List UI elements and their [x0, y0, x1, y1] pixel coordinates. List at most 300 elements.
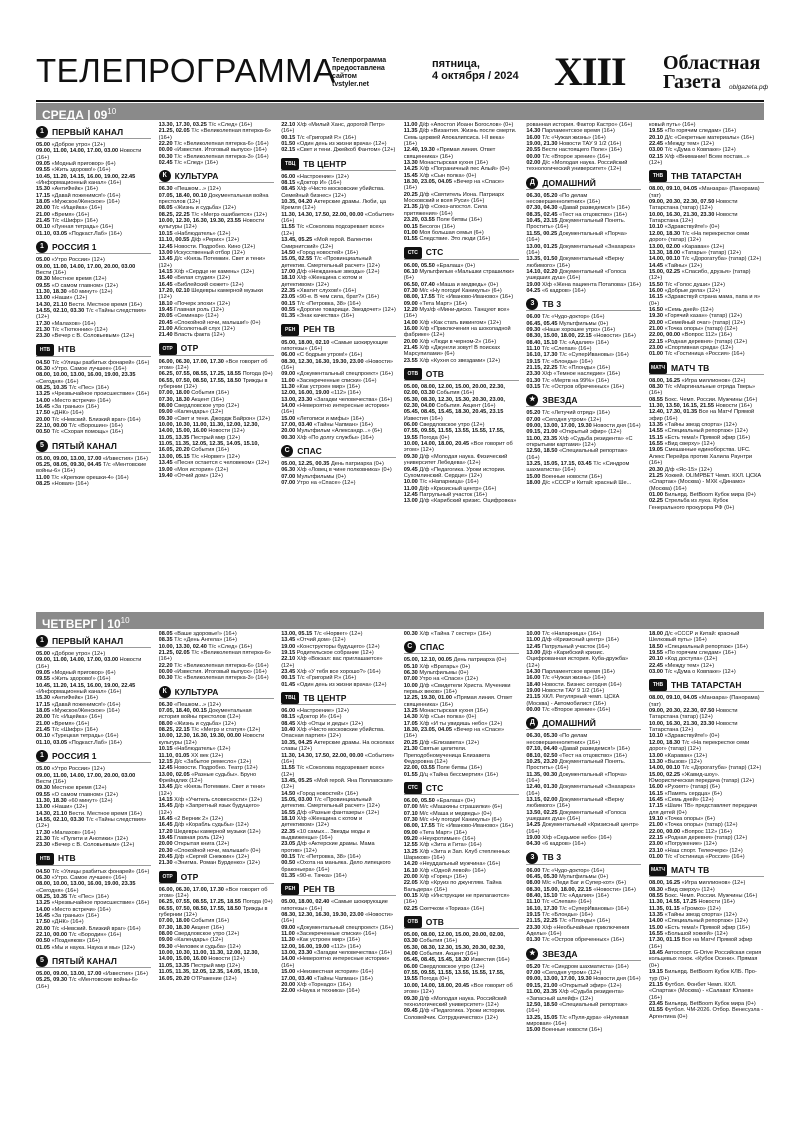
- program-listing: 08.30, 15.00, 18.00, 22.15 «Новости» (16+): [526, 886, 636, 893]
- day-label: СРЕДА: [42, 108, 84, 122]
- issue-date: [432, 58, 519, 82]
- program-listing: 23.30 «Вечер с В. Соловьевым» (12+): [36, 333, 135, 340]
- program-listing: 17.30 «Малахов» (16+): [36, 829, 96, 836]
- credit-text: Телепрограмма предоставлена сайтом tvstyler.net: [332, 57, 387, 88]
- program-listing: 23.30 Х/ф «Темное наследие» (16+): [526, 371, 621, 378]
- program-listing: 09.00 «Тета Март» (16+): [403, 300, 467, 307]
- program-listing: 04.50 Т/с «Улицы разбитых фонарей» (16+): [36, 868, 150, 875]
- channel-name: СПАС: [297, 445, 322, 456]
- program-listing: 11.00, 23.35 Х/ф «Судьба резидента» «С открытыми картами» (12+): [526, 435, 633, 449]
- program-listing: 15.30 «АнтиФейк» (16+): [36, 695, 98, 702]
- program-listing: 10.35, 04.25 Актерские драмы. На осколках славы (12+): [281, 739, 395, 753]
- program-listing: 09.00, 13.00, 17.00, 19.30 Новости дня (16+): [526, 976, 641, 983]
- program-listing: 09.45 Д/ф «Педагогика. Уроки истории. Соловейчик. Сотрудничество» (12+): [403, 1008, 506, 1021]
- channel-logo-icon: ★: [526, 394, 538, 406]
- program-listing: 13.00, 23.30 «Загадки человечества» (16+): [281, 950, 393, 957]
- program-listing: 21.30 «Энигма. Роман Бурденко» (12+): [158, 860, 261, 867]
- program-listing: 13.35 «Тайны звезд спорта» (12+): [649, 422, 737, 429]
- program-listing: 08.25, 22.25 Т/с «Мегрэ ошибается» (12+): [158, 211, 268, 218]
- program-listing: 21.15, 22.25 Т/с «Плонды» (16+): [526, 918, 611, 925]
- program-listing: 14.25 Х/ф «Пограничный пес Алый» (0+): [403, 166, 510, 173]
- program-listing: 21.15, 22.25 Т/с «Плонды» (16+): [526, 365, 611, 371]
- program-listing: 20.00 Открытая книга (12+): [158, 841, 230, 848]
- program-listing: 05.00 «Доброе утро» (12+): [36, 142, 106, 148]
- program-listing: 11.30, 14.30, 17.50, 22.00, 00.00 «События» (16+): [281, 752, 395, 765]
- day-date: 09: [93, 108, 108, 122]
- program-listing: 17.20, 02.10 Шедевры камерной музыки (12+): [158, 287, 263, 301]
- program-listing: 22.45 «Между тем» (12+): [649, 141, 715, 148]
- program-listing: 07.00 «Сегодня утром» (12+): [526, 970, 602, 977]
- program-listing: 10.00, 14.00, 18.00, 20.45 «Все говорит об этом» (12+): [403, 441, 513, 454]
- program-listing: 21.25 Хоккей. OLIMPBET Чемп. КХЛ. ЦСКА «Спартак» (Москва) - МХК «Динамо» (Москва) (16+): [649, 472, 762, 492]
- program-listing: 14.55 «Специальный репортаж» (12+): [649, 428, 748, 435]
- program-listing: 18.30, 23.05, 04.05 «Вечер на «Спасе» (16+): [403, 179, 505, 192]
- program-listing: 10.00, 16.30, 21.30, 23.30 Новости Татарстана (12+): [649, 211, 738, 225]
- program-listing: 23.00 «Спортивная среда» (12+): [649, 345, 734, 351]
- program-listing: 10.00, 12.30, 16.30, 19.30, 23.55 Новости культуры (12+): [158, 218, 265, 231]
- program-listing: 16.15 «Память сердца» (6+): [649, 790, 722, 797]
- channel-name: НТВ: [58, 344, 76, 355]
- program-listing: 09.00 «Календарь» (12+): [158, 409, 224, 416]
- program-listing: 06.30 «Утро. Самое лучшее» (16+): [36, 874, 127, 881]
- program-listing: 16.10 Х/ф «Одной левой» (16+): [403, 867, 486, 874]
- program-listing: 00.50 «Поздняков» (16+): [36, 938, 101, 945]
- program-listing: 10.35, 04.20 Актерские драмы. Люби, ца Кремля (12+): [281, 199, 386, 212]
- program-listing: 05.00 «Утро России» (12+): [36, 766, 105, 773]
- program-listing: 06.30 Х/ф «Ловец в чине полковника» (0+): [281, 467, 392, 474]
- program-listing: 18.10 Х/ф «Женщина с котом и детективом» (12+): [281, 275, 363, 288]
- program-listing: 00.10 «Лунная тетрадь» (16+): [36, 224, 114, 231]
- program-listing: 08.35, 02.45 «Тест на отцовство» (16+): [526, 211, 628, 218]
- channel-logo-icon: ТНВ: [649, 679, 667, 691]
- program-listing: 16.00 «Добрые дела» (12+): [649, 287, 721, 294]
- program-listing: 11.05, 13.35 Пестрый мир (12+): [158, 962, 241, 969]
- program-listing: 20.55 Вести настоящего Поле» (16+): [526, 147, 622, 154]
- program-listing: 05.00, 08.00, 12.00, 15.00, 20.00, 02.00, 03.30 События (16+): [403, 932, 505, 945]
- program-listing: 12.40, 19.30 «Прямая линия. Ответ священника» (16+): [403, 147, 496, 160]
- program-listing: 00.30 Х/ф «Тайна 7 сестер» (16+): [403, 631, 492, 637]
- program-listing: 08.10, 02.50 «Тест на отцовство» (16+): [526, 752, 628, 759]
- channel-header: [36, 853, 151, 866]
- program-listing: 06.00 «С бодрым утром!» (16+): [281, 352, 363, 359]
- program-listing: 22.45 «Между тем» (12+): [649, 662, 715, 669]
- header-rule: [36, 100, 764, 102]
- program-listing: 12.20 Муз/ф «Мини-диско. Танцуют все» (16+): [403, 306, 510, 320]
- program-listing: 08.40, 15.10 Т/с «Адалия» (16+): [526, 893, 609, 900]
- program-listing: 07.05, 18.40, 00.10 Документальная война престолов (12+): [158, 192, 269, 206]
- program-listing: 15.45 Х/ф «Сын полка» (0+): [403, 172, 477, 179]
- program-listing: 00.00 Т/с «Второе зрение» (16+): [526, 153, 611, 160]
- program-listing: 02.15 Х/ф «Внимание! Всем постам...» (12+): [649, 153, 750, 167]
- program-listing: 19.30 «Горячий казан» (татар) (12+): [649, 313, 742, 320]
- program-listing: 11.00 Д/ф «Апостол Иоанн Богослов» (0+): [403, 122, 514, 128]
- program-listing: 10.00, 10.30, 11.00, 11.30, 12.00, 12.30, 14.00, 15.00, 16.00 Новости (12+): [158, 950, 260, 963]
- program-listing: 16.00 «Рухият» (татар) (6+): [649, 784, 720, 791]
- program-listing: 10.00 Т/с «Напарница» (16+): [403, 479, 479, 486]
- program-listing: 18.10 «Почерк эпохи» (12+): [158, 300, 231, 307]
- program-listing: 21.15 Футбол. Фонбет Чемп. КХЛ. «Спартак» (Москва) - «Салават Юлаев» (16+): [649, 981, 754, 1001]
- program-listing: 02.00 Д/с «Молодая наука. Российский технологический университет» (12+): [526, 160, 628, 173]
- program-listing: 08.15 «Доктор И» (16+): [281, 714, 342, 721]
- channel-header: [649, 864, 764, 877]
- channel-logo-icon: 3: [526, 852, 538, 864]
- program-listing: 16.45 «Семь дней» (12+): [649, 796, 714, 803]
- program-listing: 06.55, 07.50, 08.50, 17.55, 18.50 Трижды в губернии (12+): [158, 905, 268, 919]
- program-listing: 12.00, 18.30 Т/с «На перекрестке семи дорог» (татар) (12+): [649, 230, 750, 244]
- program-listing: 21.25, 02.05 Т/с «Великолепная пятерка-6» (16+): [158, 650, 271, 663]
- program-listing: 05.20 Т/с «Летучий отряд» (16+): [526, 410, 610, 417]
- program-listing: 08.00, 16.25 «Игра миллионов» (12+): [649, 377, 746, 384]
- program-listing: 00.15 Т/с «Петровка, 38» (16+): [281, 300, 361, 307]
- program-listing: 00.55 «Дорогие товарищи. Звездочет» (12+): [281, 306, 396, 313]
- program-listing: 06.30 «Утро. Самое лучшее» (16+): [36, 365, 127, 372]
- page-number: XIII: [554, 49, 626, 94]
- program-listing: 01.10, 03.05 «Подкаст.Лаб» (16+): [36, 739, 122, 746]
- channel-logo-icon: С: [404, 641, 416, 653]
- channel-name: ПЯТЫЙ КАНАЛ: [52, 955, 117, 966]
- channel-header: [526, 948, 641, 961]
- program-listing: 01.55 Футбол. ЧМ-2026. Отбор. Венесуэла - Аргентина (0+): [649, 1007, 764, 1020]
- schedule-column: [159, 631, 274, 1101]
- program-listing: 16.55 «Вид сверху» (12+): [649, 441, 715, 448]
- program-listing: 23.20, 03.55 Поле битвы (16+): [403, 217, 483, 224]
- program-listing: 00.15 Т/с «Григорий Р.» (16+): [281, 675, 357, 682]
- program-listing: 06.30, 05.20 «По делам несовершеннолетних» (16+): [526, 192, 601, 206]
- program-listing: 18.05 «Мужское/Женское» (16+): [36, 708, 120, 715]
- program-listing: 11.30, 13.50, 16.15, 21.55 Новости (16+): [649, 403, 752, 410]
- program-listing: 06.00, 06.30, 17.00, 17.30 «Все говорит об этом» (12+): [158, 886, 268, 900]
- program-listing: 03.15 Т/с «Остров обреченных» (16+): [526, 384, 625, 391]
- program-listing: 09.45 Д/ф «Педагогика. Уроки истории. Сухомлинский. Сердце» (12+): [403, 466, 506, 479]
- program-listing: 12.40, 01.30 Документальный «Знахарка» (16+): [526, 784, 636, 797]
- program-listing: 11.35 Д/ф «Византия. Жизнь после смерти. Семь церквей Апокалипсиса. I-II века» (16+): [403, 128, 517, 148]
- channel-name: ПЕРВЫЙ КАНАЛ: [52, 126, 124, 137]
- program-listing: 08.00, 09.10, 04.05 «Манзара» (Панорама) (тат): [649, 695, 760, 708]
- program-listing: 01.30 Т/с «Мертв на 99%» (16+): [526, 377, 610, 384]
- program-listing: 23.45 Бильярд. BetBoom Кубок мира (0+): [649, 1000, 756, 1007]
- schedule-column: [281, 631, 396, 1101]
- program-listing: 07.00 «Сегодня утром» (12+): [526, 416, 602, 423]
- program-listing: 11.30, 18.30 «60 минут» (12+): [36, 797, 113, 804]
- program-listing: 06.00 Т/с «Чудо-доктор» (16+): [526, 314, 605, 321]
- program-listing: 10.40 Х/ф «Чисто московские убийства. Опасная партия» (12+): [281, 727, 385, 740]
- program-listing: 13.30, 18.00 «Татары» (татар) (12+): [649, 249, 742, 256]
- program-listing: 09.30 Д/ф «Молодая наука. Российский технологический университет» (12+): [403, 995, 507, 1008]
- program-listing: 08.00, 16.25 «Игра миллионов» (12+): [649, 880, 746, 887]
- masthead: [36, 44, 769, 106]
- program-listing: 13.00 «Караван» (12+): [649, 752, 708, 759]
- program-listing: 13.00 «Наши» (12+): [36, 295, 88, 302]
- program-listing: 13.00 Д/ф «Карибский кризис. Оцифрованная история. Куба-дружба» (12+): [526, 650, 629, 669]
- program-listing: 20.45 «Спокойной ночи, малыши!» (0+): [158, 319, 261, 326]
- program-listing: 13.45, 05.25 «Мой герой. Яна Поплавская» (12+): [281, 777, 393, 791]
- program-listing: 11.30 «Как устроен мир» (16+): [281, 384, 360, 391]
- program-listing: 08.05 «Жизнь и судьба» (12+): [158, 205, 237, 212]
- program-listing: 10.00, 13.30, 02.40 Т/с «След» (16+): [158, 643, 253, 650]
- channel-logo-icon: ОТВ: [404, 916, 422, 928]
- program-listing: 16.55 Д/ф «Разные фантазеры» (12+): [281, 809, 380, 816]
- program-listing: 09.00 «Тета Март» (16+): [403, 829, 467, 836]
- program-listing: 05.00 «Доброе утро» (12+): [36, 651, 106, 657]
- program-listing: 19.15 Родительское собрание (12+): [281, 650, 374, 657]
- program-listing: 00.50 Т/с «Схорая помощь» (16+): [36, 429, 124, 436]
- channel-header: [159, 170, 274, 183]
- program-listing: 02.15 «Свет и тени. Джейкоб Фантом» (12+): [281, 147, 396, 154]
- program-listing: 13.00, 05.15 Т/с «Норвег» (12+): [281, 631, 363, 637]
- program-listing: 05.25, 08.05, 09.30, 04.45 Т/с «Ментовские войны-6» (16+): [36, 462, 147, 475]
- program-listing: 08.00, 09.10, 04.05 «Манзара» (Панорама) (тат): [649, 186, 760, 199]
- program-listing: 00.00 «Известия. Итоговый выпуск» (16+): [158, 147, 267, 154]
- program-listing: 19.00 «Конструкторы будущего» (12+): [281, 643, 380, 650]
- program-listing: 08.30 «Вид сверху» (12+): [649, 886, 715, 893]
- program-listing: 11.10, 01.05 ХХ век (12+): [158, 752, 224, 759]
- program-listing: 13.25, 15.05 Т/с «Пуля-дура» «Нулевая мировая» (16+): [526, 1014, 629, 1027]
- program-listing: 13.35, 01.50 Документальный «Верну любимого» (16+): [526, 256, 624, 269]
- channel-header: [281, 324, 396, 337]
- site-url: oblgazeta.рф: [729, 84, 769, 91]
- program-listing: 05.00, 09.00, 13.00, 17.00 «Известия» (16+): [36, 971, 148, 978]
- program-listing: 06.00 Свердловское утро (12+): [403, 963, 485, 970]
- program-listing: 16.10, 17.30 Т/с «СуперИвановы» (16+): [526, 352, 629, 359]
- program-listing: 20.00 Х/ф «Горец» (16+): [403, 874, 467, 880]
- program-listing: 05.45, 08.45, 15.45, 18.30 Известия (16+): [403, 957, 510, 964]
- program-listing: 16.00 Х/ф «Приключения на шоколадной фабрике» (12+): [403, 325, 511, 339]
- program-listing: 04.30 «6 кадров» (16+): [526, 841, 586, 848]
- program-listing: 22.10 Х/ф «Милый Ханс, дорогой Петр» (16+): [281, 122, 385, 135]
- program-listing: 10.00, 12.30, 16.30, 19.30, 00.00 Новости культуры (12+): [158, 733, 265, 746]
- program-listing: 08.25, 10.35 Т/с «Пес» (16+): [36, 385, 109, 391]
- program-listing: 06.30 «Пешком...» (12+): [158, 701, 221, 708]
- channel-header: [281, 692, 396, 705]
- channel-logo-icon: МАТЧ: [649, 362, 667, 374]
- program-listing: 09.00 «Документальный спецпроект» (16+): [281, 371, 394, 378]
- program-listing: 11.10 Т/с «Слепая» (16+): [526, 345, 592, 352]
- program-listing: 05.10 Х/ф «Вратарь» (0+): [403, 663, 471, 670]
- program-listing: 07.00 Мультфильмы (0+): [281, 473, 346, 480]
- program-listing: 19.55 «По горячим следам» (16+): [649, 128, 737, 135]
- channel-header: [404, 641, 519, 654]
- day-label: ЧЕТВЕРГ: [42, 617, 98, 631]
- program-listing: 11.55, 00.25 Документальный «Порча» (16+): [526, 230, 627, 244]
- program-listing: 22.15 «Родная деревня» (татар) (12+): [649, 338, 748, 345]
- program-listing: 13.15, 02.00 Документальный «Верну любимого» (16+): [526, 796, 624, 810]
- program-listing: 16.00 Т/с «Чужая жизнь» (16+): [526, 675, 606, 682]
- program-listing: 11.10, 00.55 Д/ф «Рерих» (12+): [158, 237, 240, 244]
- program-listing: 11.35, 00.30 Документальный «Порча» (16+): [526, 771, 627, 784]
- channel-header: [526, 852, 641, 865]
- channel-name: РОССИЯ 1: [52, 750, 97, 761]
- program-listing: 00.30 Х/ф «По долгу службы» (16+): [281, 434, 374, 441]
- program-listing: 20.25 Д/ф «Святитель Иона. Патриарх Московский и всея Руси» (16+): [403, 191, 504, 205]
- program-listing: 09.00, 11.00, 14.00, 17.00, 20.00, 03.00 Вести (16+): [36, 772, 136, 785]
- program-listing: 15.45 Д/ф «Запретный язык будущего» (12+): [158, 803, 260, 816]
- program-listing: 10.45, 23.15 Документальный Понять. Простить» (16+): [526, 218, 626, 231]
- channel-logo-icon: 1: [36, 750, 48, 762]
- program-listing: 08.25, 22.15 Т/с «Мегрэ и статуя» (12+): [158, 727, 261, 734]
- channel-logo-icon: ТНВ: [649, 170, 667, 182]
- program-listing: 12.15 Д/с «Забытое ремесло» (12+): [158, 758, 252, 765]
- program-listing: 22.00, 00.00 «Вопрос 112» (16+): [649, 332, 733, 339]
- program-listing: 02.25 Стрельба из лука. Кубок Генерального прокурора РФ (0+): [649, 498, 735, 511]
- program-listing: 20.00 Т/с «Ищейка» (16+): [36, 205, 103, 212]
- channel-name: ПЯТЫЙ КАНАЛ: [52, 440, 117, 451]
- program-listing: 08.00 Свердловское утро (12+): [158, 931, 240, 938]
- channel-header: [281, 158, 396, 171]
- program-listing: 05.20 Т/с «Синдром шахматиста» (16+): [526, 963, 629, 970]
- channel-name: КУЛЬТУРА: [174, 686, 219, 697]
- program-listing: 14.00 «Место встречи» (16+): [36, 397, 111, 404]
- program-listing: 12.40, 17.30, 01.35 Все на Матч! Прямой эфир (16+): [649, 409, 755, 422]
- program-listing: 22.00, 03.55 Поле битвы (16+): [403, 765, 483, 772]
- program-listing: 13.25, 15.05, 17.15, 03.45 Т/с «Синдром шахматиста» (16+): [526, 461, 630, 474]
- program-listing: 06.30, 05.30 «По делам несовершеннолетних» (16+): [526, 733, 601, 746]
- program-listing: 13.50, 02.25 Документальный «Голоса ушедших душ» (16+): [526, 809, 626, 822]
- schedule-column: [404, 122, 519, 608]
- program-listing: 00.00 «Известия. Итоговый выпуск» (16+): [158, 669, 267, 676]
- channel-header: [649, 170, 764, 183]
- program-listing: 18.40 Новости. Бизнес сегодня (16+): [526, 681, 622, 688]
- program-listing: 07.00 Утро на «Спасе» (12+): [281, 480, 356, 487]
- channel-header: [36, 955, 151, 968]
- program-listing: 20.00 «Семейный очаг» (татар) (12+): [649, 319, 746, 326]
- channel-name: ТВ ЦЕНТР: [303, 158, 347, 169]
- channel-header: [281, 445, 396, 458]
- program-listing: 11.35, 01.15 «Громко» (12+): [649, 905, 721, 912]
- program-listing: 05.45, 08.45, 15.45, 18.30, 20.45, 23.15 Известия (16+): [403, 409, 504, 422]
- program-listing: 00.30 Т/с «Великолепная пятерка-3» (16+): [158, 153, 269, 160]
- program-listing: 13.25 Монастырская кухня (16+): [403, 708, 488, 715]
- program-listing: 16.50 «Семь дней» (12+): [649, 306, 714, 313]
- program-listing: 14.00, 00.10 Т/с «Дорогатуба» (татар) (12+): [649, 256, 762, 263]
- program-listing: 20.10 Д/с «Секретные материалы» (16+): [649, 134, 755, 141]
- program-listing: 08.55 Бокс. Чемп. России. Мужчины (16+): [649, 396, 758, 403]
- program-listing: 14.00 «Невероятно интересные истории» (16+): [281, 956, 390, 969]
- channel-logo-icon: 5: [36, 955, 48, 967]
- program-listing: 04.50 Т/с «Улицы разбитых фонарей» (16+): [36, 359, 150, 366]
- program-listing: 17.30 «Малахов» (16+): [36, 320, 96, 327]
- channel-name: ТВ ЦЕНТР: [303, 692, 347, 703]
- program-listing: 14.00, 00.10 Т/с «Дорогатуба» (татар) (12+): [649, 765, 762, 772]
- program-listing: 17.05 Х/ф «И ты увидишь небо» (12+): [403, 720, 503, 727]
- program-listing: 19.45 Главная роль (12+): [158, 306, 225, 313]
- program-listing: 13.00, 02.05 «Разные судьбы». Бруно Фрейндлих (12+): [158, 771, 257, 784]
- program-listing: 22.00 «Наука и техника» (16+): [281, 988, 360, 995]
- program-listing: 14.30 Парламентское время (16+): [526, 128, 615, 135]
- program-listing: 08.00 «Жизнь и судьба» (12+): [158, 720, 237, 727]
- program-listing: 07.00, 18.00 События (16+): [158, 918, 230, 925]
- channel-header: [36, 750, 151, 763]
- channel-header: [404, 782, 519, 795]
- channel-header: [36, 635, 151, 648]
- program-listing: 07.10 М/с «Маша и медведь» (0+): [403, 810, 492, 817]
- program-listing: 13.25 Х/ф «Зита и Зап. Клуб степленных Шариков» (16+): [403, 848, 510, 861]
- program-listing: 00.30 Т/с «Великолепная пятерка-3» (16+): [158, 675, 269, 682]
- program-listing: 11.30, 14.55, 17.25 Новости (16+): [649, 899, 735, 906]
- program-listing: 22.35 «10 самых... Звезды моды и выдвиженцы» (16+): [281, 828, 370, 841]
- channel-name: ЗВЕЗДА: [542, 948, 578, 959]
- program-listing: 08.00, 10.00, 13.00, 16.00, 19.00, 23.35 «Сегодня» (16+): [36, 881, 136, 894]
- channel-header: [36, 126, 151, 139]
- program-listing: 16.00 Т/с «Чужая жизнь» (16+): [526, 134, 606, 141]
- program-listing: 15.00 Военные новости (16+): [526, 473, 603, 480]
- program-listing: 08.00, 10.00, 13.00, 16.00, 19.00, 23.35 «Сегодня» (16+): [36, 372, 136, 385]
- channel-header: [526, 717, 641, 730]
- channel-logo-icon: ОТР: [159, 871, 177, 883]
- channel-header: [281, 883, 396, 896]
- program-listing: 19.55 «По горячим следам» (16+): [649, 650, 737, 657]
- program-listing: 06.55, 07.50, 08.50, 17.55, 18.50 Трижды в губернии (12+): [158, 377, 268, 391]
- channel-header: [526, 298, 641, 311]
- program-listing: 21.00 «Точка опоры» (татар) (12+): [649, 822, 738, 829]
- program-listing: 19.00 Новости ТАУ 9 1/2 (16+): [526, 688, 605, 695]
- program-listing: 22.10, 00.00 Т/с «Бородин» (16+): [36, 932, 122, 939]
- program-listing: 13.35 «Тайны звезд спорта» (12+): [649, 912, 737, 919]
- channel-name: КУЛЬТУРА: [174, 171, 219, 182]
- program-listing: 17.50 «ДНК» (16+): [36, 919, 84, 926]
- weekday: пятница,: [432, 58, 480, 70]
- program-listing: 08.00, 17.55 Т/с «Иваново-Иваново» (16+): [403, 294, 514, 301]
- program-listing: 08.05 «Ваше здоровье!» (16+): [158, 631, 237, 637]
- program-listing: 12.00, 18.30 Т/с «На перекрестке семи дорог» (татар) (12+): [649, 739, 750, 753]
- program-listing: 14.00 Х/ф «Как стать викингом» (12+): [403, 319, 502, 326]
- program-listing: 05.30, 08.30, 12.30, 15.30, 20.30, 02.30, 04.00 События. Акцент (16+): [403, 944, 505, 958]
- channel-name: РОССИЯ 1: [52, 241, 97, 252]
- program-listing: 00.15 Т/с «Григорий Р.» (16+): [281, 134, 357, 141]
- program-listing: 13.45 Д/с «Князь Потемкин. Свет и тени» (12+): [158, 256, 266, 269]
- program-listing: 00.10 «Турецкая тетрадь» (16+): [36, 733, 119, 740]
- program-listing: 17.15 «Давай поженимся!» (16+): [36, 701, 121, 708]
- program-listing: 01.00 Т/с «Гостиница «Россия» (16+): [649, 854, 745, 860]
- schedule-column: [526, 631, 641, 1101]
- program-listing: 01.00 Моя большая семья (6+): [403, 229, 484, 236]
- program-listing: 23.05 Д/ф «Актерские драмы. Мама против» (12+): [281, 841, 375, 854]
- program-listing: 14.00 «Невероятно интересные истории» (16+): [281, 403, 390, 416]
- program-listing: 08.55 Бокс. Чемп. России. Мужчины (16+): [649, 893, 758, 900]
- program-listing: 17.20 Шедевры камерной музыки (12+): [158, 828, 261, 835]
- program-listing: 15.00, 02.25 «Спасибо, друзья» (татар) (12+): [649, 268, 751, 282]
- channel-logo-icon: РЕН: [281, 324, 299, 336]
- program-listing: 21.30 Т/с «Пулити и Анотики» (12+): [36, 835, 128, 842]
- program-listing: 22.10, 00.00 Т/с «Ворошин» (16+): [36, 423, 123, 430]
- program-listing: 22.20 Т/с «Великолепная пятерка-6» (16+): [158, 662, 269, 669]
- channel-name: МАТЧ ТВ: [671, 865, 710, 876]
- program-listing: 09.00 «Календарь» (12+): [158, 937, 224, 944]
- program-listing: 07.30 М/с «Ну погоди! Каникулы» (6+): [403, 287, 502, 294]
- program-listing: 18.05 «Мужское/Женское» (16+): [36, 199, 120, 206]
- program-listing: 06.30 «Пешком...» (12+): [158, 186, 221, 193]
- program-listing: 12.50, 18.50 «Специальный репортаж» (16+): [526, 1001, 628, 1015]
- program-listing: 23.05 «90-е. В чем сила, брат?» (16+): [281, 294, 380, 301]
- channel-logo-icon: 5: [36, 440, 48, 452]
- program-listing: 15.00 «Летописи и мифы» (16+): [281, 415, 364, 422]
- channel-header: [36, 241, 151, 254]
- channel-header: [36, 440, 151, 453]
- program-listing: 01.50 «Один день из жизни врача» (12+): [281, 141, 387, 148]
- program-listing: 15.00, 02.25 «Жавид-шоу». Юмористическая передача (татар) (12+): [649, 771, 755, 784]
- program-listing: 15.00 «Неизвестная история» (16+): [281, 969, 374, 976]
- program-listing: 05.00, 08.00, 12.00, 15.00, 20.00, 22.30, 02.00, 03.30 События (16+): [403, 384, 505, 397]
- program-listing: 03.00 Т/с «Дума о Ковпаке» (12+): [649, 147, 736, 154]
- program-listing: 20.30 «Спокойной ночи, малыши!» (0+): [158, 847, 261, 854]
- program-listing: 09.30 Местное время (12+): [36, 785, 107, 792]
- program-listing: 13.30 Монастырская кухня (16+): [403, 160, 488, 167]
- schedule-column: [404, 631, 519, 1101]
- program-listing: 09.15, 21.00 «Открытый эфир» (12+): [526, 429, 622, 436]
- program-listing: 09.05 «Модный приговор» (6+): [36, 161, 116, 168]
- channel-header: [159, 343, 274, 356]
- program-listing: 21.25, 02.05 Т/с «Великолепная пятерка-6» (16+): [158, 128, 271, 141]
- channel-header: [649, 362, 764, 375]
